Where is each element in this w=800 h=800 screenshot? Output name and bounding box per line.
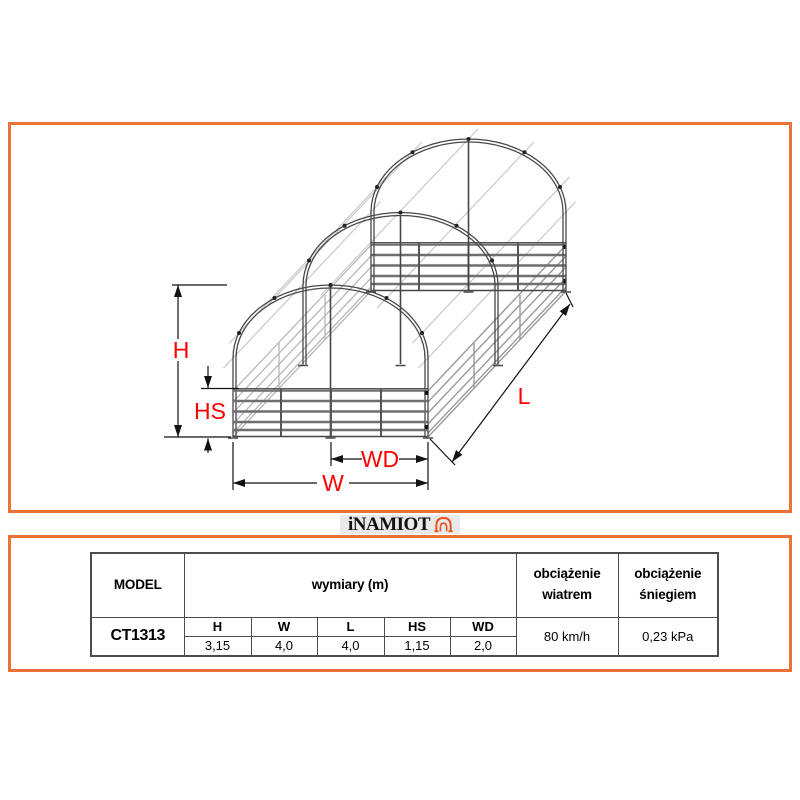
logo-strip [8,513,792,535]
dim-val-hs: 1,15 [384,636,450,656]
dim-label-wd: WD [360,446,400,472]
brand-name: iNAMIOT [348,513,430,535]
dim-label-hs: HS [194,398,226,424]
dim-val-l: 4,0 [317,636,384,656]
dimension-l [430,293,573,465]
model-value: CT1313 [91,617,184,656]
wind-load-value: 80 km/h [516,617,618,656]
brand-logo [340,515,460,534]
dim-val-wd: 2,0 [450,636,516,656]
dim-col-wd: WD [450,617,516,636]
dim-label-h: H [172,337,190,363]
header-model: MODEL [91,553,184,617]
front-gable-fence [233,389,429,437]
tunnel-arch-icon [433,516,454,533]
header-dimensions: wymiary (m) [184,553,516,617]
dim-col-w: W [251,617,317,636]
dim-label-l: L [517,383,531,409]
spec-table [90,552,719,657]
dim-val-h: 3,15 [184,636,251,656]
dim-col-hs: HS [384,617,450,636]
table-header-row [91,553,718,617]
dim-label-w: W [322,470,344,496]
snow-load-value: 0,23 kPa [618,617,718,656]
dim-col-h: H [184,617,251,636]
header-snow-load: obciążenie śniegiem [618,553,718,617]
header-wind-load: obciążenie wiatrem [516,553,618,617]
table-dim-letter-row [91,617,718,636]
dim-val-w: 4,0 [251,636,317,656]
left-sidewall-rails [233,245,371,437]
dim-col-l: L [317,617,384,636]
